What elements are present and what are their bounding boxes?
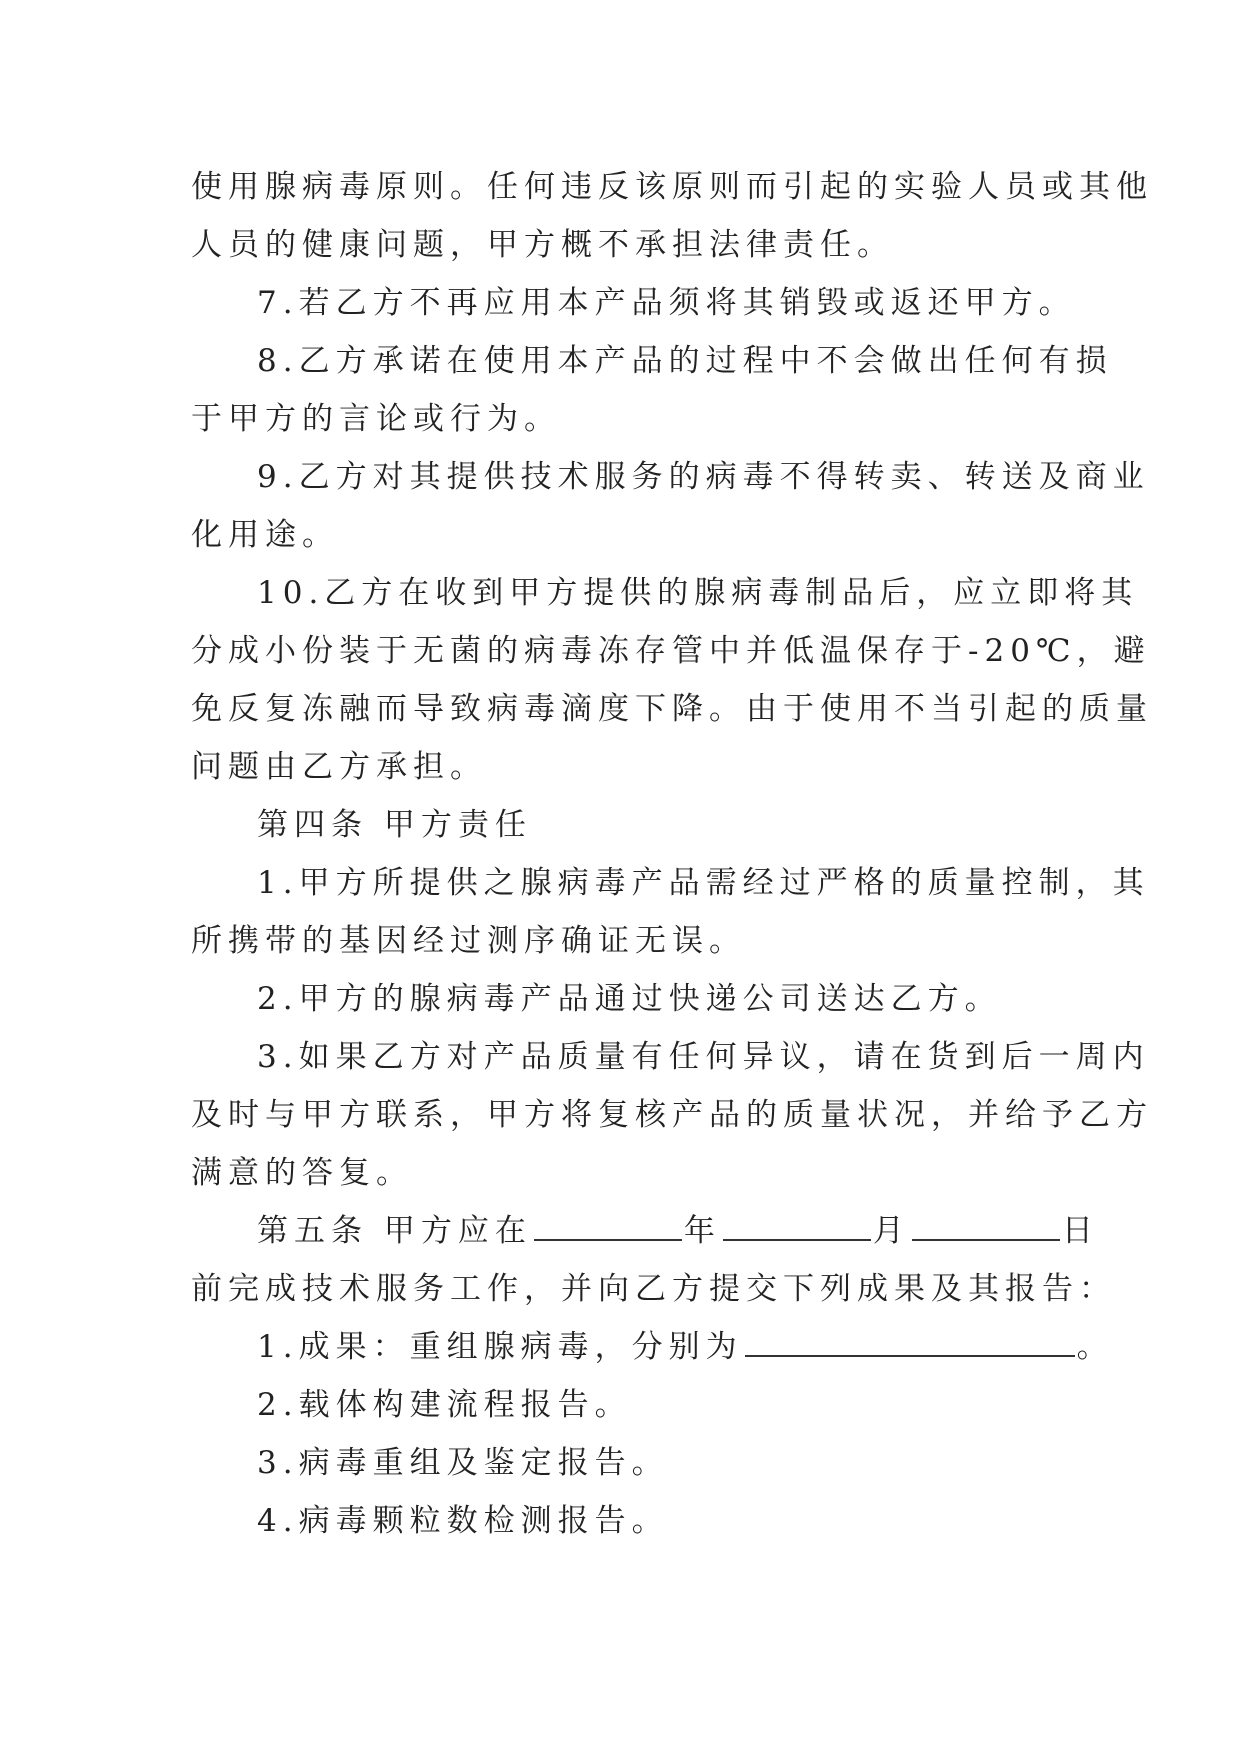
clause-7: 7.若乙方不再应用本产品须将其销毁或返还甲方。 [257,285,1076,321]
article-5-line [191,1202,1099,1260]
results-blank[interactable] [745,1321,1075,1357]
text-line: 满意的答复。 [191,1155,413,1191]
results-line [191,1318,1114,1376]
report-item-3: 3.病毒重组及鉴定报告。 [257,1445,669,1481]
day-label: 日 [1061,1213,1099,1249]
report-item-4: 4.病毒颗粒数检测报告。 [257,1503,669,1539]
text-line: 免反复冻融而导致病毒滴度下降。由于使用不当引起的质量 [191,691,1153,727]
day-blank[interactable] [912,1205,1060,1241]
clause-9: 9.乙方对其提供技术服务的病毒不得转卖、转送及商业 [257,459,1150,495]
year-blank[interactable] [534,1205,682,1241]
year-label: 年 [683,1213,721,1249]
text-line: 于甲方的言论或行为。 [191,401,561,437]
month-label: 月 [872,1213,910,1249]
article-4-heading: 第四条 甲方责任 [257,807,532,843]
text-line: 所携带的基因经过测序确证无误。 [191,923,746,959]
text-line: 使用腺病毒原则。任何违反该原则而引起的实验人员或其他 [191,169,1153,205]
month-blank[interactable] [723,1205,871,1241]
clause-4-2: 2.甲方的腺病毒产品通过快递公司送达乙方。 [257,981,1002,1017]
results-suffix: 。 [1076,1329,1114,1365]
text-line: 化用途。 [191,517,339,553]
clause-10: 10.乙方在收到甲方提供的腺病毒制品后，应立即将其 [257,575,1139,611]
clause-4-3: 3.如果乙方对产品质量有任何异议，请在货到后一周内 [257,1039,1150,1075]
clause-8: 8.乙方承诺在使用本产品的过程中不会做出任何有损 [257,343,1113,379]
clause-4-1: 1.甲方所提供之腺病毒产品需经过严格的质量控制，其 [257,865,1150,901]
text-line: 人员的健康问题，甲方概不承担法律责任。 [191,227,894,263]
text-line: 分成小份装于无菌的病毒冻存管中并低温保存于-20℃，避 [191,633,1151,669]
article-5-continuation: 前完成技术服务工作，并向乙方提交下列成果及其报告： [191,1271,1116,1307]
results-prefix: 1.成果：重组腺病毒，分别为 [257,1329,743,1365]
text-line: 及时与甲方联系，甲方将复核产品的质量状况，并给予乙方 [191,1097,1153,1133]
report-item-2: 2.载体构建流程报告。 [257,1387,632,1423]
article-5-prefix: 第五条 甲方应在 [257,1213,532,1249]
text-line: 问题由乙方承担。 [191,749,487,785]
document-body [191,158,1153,1550]
